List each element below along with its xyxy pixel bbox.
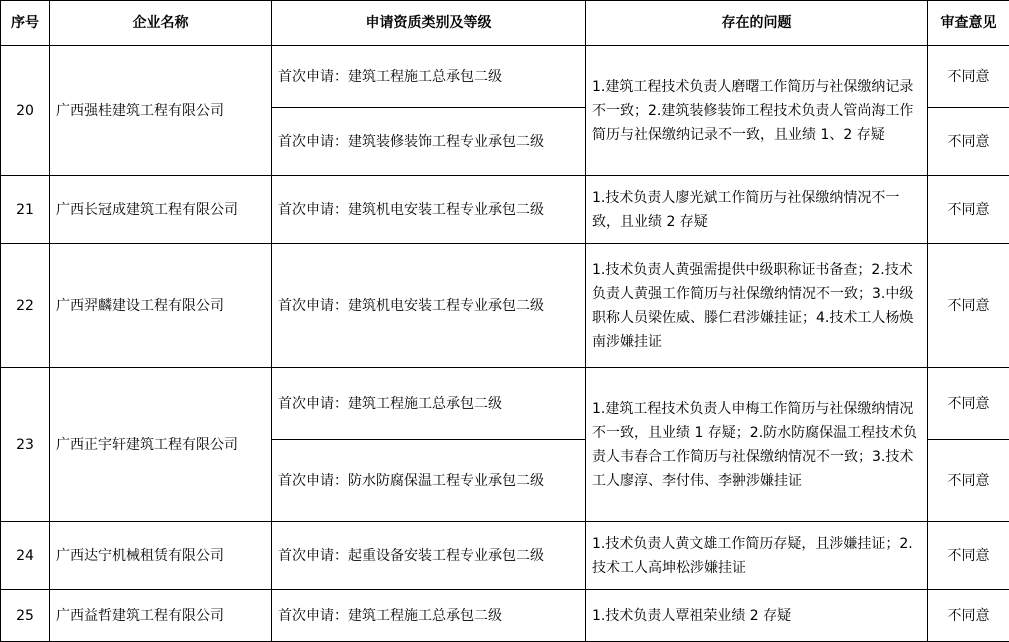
opinion: 不同意: [928, 440, 1009, 522]
table-row: [1, 244, 1009, 368]
table-row: [1, 368, 1009, 440]
header-qualification: 申请资质类别及等级: [272, 1, 586, 46]
row-number: 24: [1, 522, 50, 590]
qualification: 首次申请：建筑机电安装工程专业承包二级: [272, 244, 586, 368]
header-row: [1, 1, 1009, 46]
issues: 1.建筑工程技术负责人磨曙工作简历与社保缴纳记录不一致；2.建筑装修装饰工程技术负责人管尚海工作简历与社保缴纳记录不一致，且业绩 1、2 存疑: [586, 46, 928, 176]
opinion: 不同意: [928, 522, 1009, 590]
company-name: 广西达宁机械租赁有限公司: [50, 522, 272, 590]
table-row: [1, 46, 1009, 108]
opinion: 不同意: [928, 590, 1009, 642]
company-name: 广西益哲建筑工程有限公司: [50, 590, 272, 642]
header-no: 序号: [1, 1, 50, 46]
row-number: 25: [1, 590, 50, 642]
row-number: 22: [1, 244, 50, 368]
company-name: 广西长冠成建筑工程有限公司: [50, 176, 272, 244]
opinion: 不同意: [928, 244, 1009, 368]
row-number: 23: [1, 368, 50, 522]
issues: 1.技术负责人廖光斌工作简历与社保缴纳情况不一致，且业绩 2 存疑: [586, 176, 928, 244]
company-name: 广西正宇轩建筑工程有限公司: [50, 368, 272, 522]
company-name: 广西强桂建筑工程有限公司: [50, 46, 272, 176]
header-opinion: 审查意见: [928, 1, 1009, 46]
table-row: [1, 176, 1009, 244]
opinion: 不同意: [928, 46, 1009, 108]
qualification: 首次申请：建筑工程施工总承包二级: [272, 46, 586, 108]
table-row: [1, 522, 1009, 590]
issues: 1.技术负责人黄文雄工作简历存疑，且涉嫌挂证；2.技术工人高坤松涉嫌挂证: [586, 522, 928, 590]
qualification: 首次申请：建筑工程施工总承包二级: [272, 590, 586, 642]
table-row: [1, 590, 1009, 642]
opinion: 不同意: [928, 176, 1009, 244]
qualification: 首次申请：起重设备安装工程专业承包二级: [272, 522, 586, 590]
company-name: 广西羿麟建设工程有限公司: [50, 244, 272, 368]
row-number: 21: [1, 176, 50, 244]
qualification: 首次申请：建筑机电安装工程专业承包二级: [272, 176, 586, 244]
issues: 1.技术负责人黄强需提供中级职称证书备查；2.技术负责人黄强工作简历与社保缴纳情况不一致；3.中级职称人员梁佐威、滕仁君涉嫌挂证；4.技术工人杨焕南涉嫌挂证: [586, 244, 928, 368]
qualification: 首次申请：建筑工程施工总承包二级: [272, 368, 586, 440]
issues: 1.建筑工程技术负责人申梅工作简历与社保缴纳情况不一致，且业绩 1 存疑；2.防水防腐保温工程技术负责人韦春合工作简历与社保缴纳情况不一致；3.技术工人廖淳、李付伟、李翀涉嫌挂证: [586, 368, 928, 522]
issues: 1.技术负责人覃祖荣业绩 2 存疑: [586, 590, 928, 642]
opinion: 不同意: [928, 368, 1009, 440]
opinion: 不同意: [928, 108, 1009, 176]
header-company: 企业名称: [50, 1, 272, 46]
qualification: 首次申请：建筑装修装饰工程专业承包二级: [272, 108, 586, 176]
qualification: 首次申请：防水防腐保温工程专业承包二级: [272, 440, 586, 522]
header-issues: 存在的问题: [586, 1, 928, 46]
row-number: 20: [1, 46, 50, 176]
